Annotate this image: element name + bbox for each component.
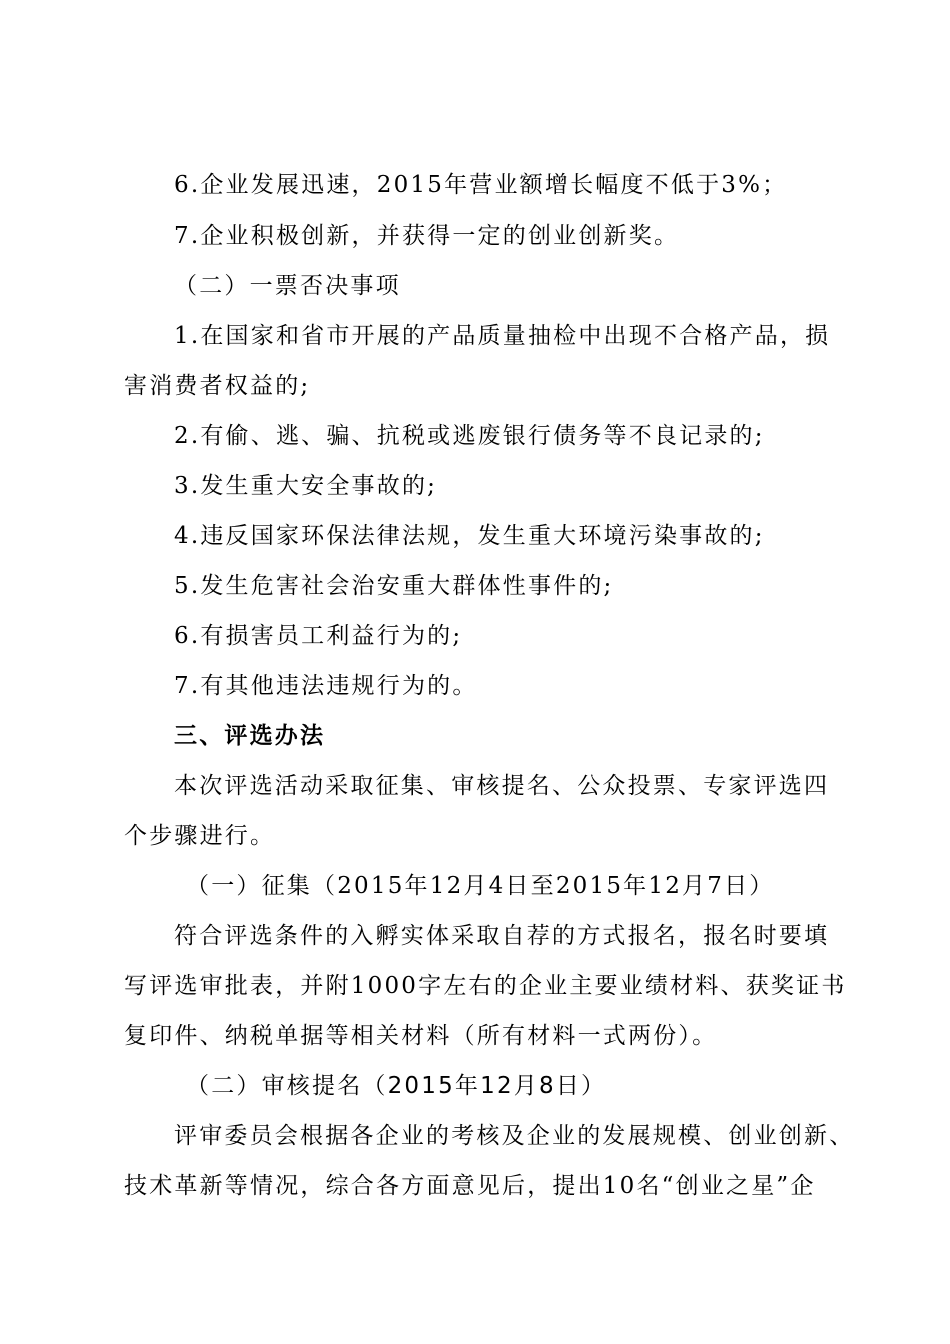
- collection-paragraph-line-3: 复印件、纳税单据等相关材料（所有材料一式两份）。: [124, 1023, 718, 1049]
- veto-item-3-text: 3.发生重大安全事故的;: [174, 473, 438, 499]
- veto-item-5-text: 5.发生危害社会治安重大群体性事件的;: [174, 573, 614, 599]
- veto-item-6-text: 6.有损害员工利益行为的;: [174, 623, 463, 649]
- veto-item-1-continuation: 害消费者权益的;: [124, 373, 311, 399]
- veto-item-2-text: 2.有偷、逃、骗、抗税或逃废银行债务等不良记录的;: [174, 423, 765, 449]
- veto-item-4-text: 4.违反国家环保法律法规，发生重大环境污染事故的;: [174, 523, 765, 549]
- review-nomination-subheading: （二）审核提名（2015年12月8日）: [186, 1073, 607, 1099]
- selection-method-paragraph: 本次评选活动采取征集、审核提名、公众投票、专家评选四: [174, 773, 830, 799]
- review-paragraph: 评审委员会根据各企业的考核及企业的发展规模、创业创新、: [174, 1123, 855, 1149]
- collection-subheading: （一）征集（2015年12月4日至2015年12月7日）: [186, 873, 775, 899]
- criterion-6-text: 6.企业发展迅速，2015年营业额增长幅度不低于3%；: [174, 172, 788, 198]
- review-paragraph-line-2: 技术革新等情况，综合各方面意见后，提出10名“创业之星”企: [124, 1173, 816, 1199]
- veto-item-1-text: 1.在国家和省市开展的产品质量抽检中出现不合格产品，损: [174, 323, 831, 349]
- selection-method-continuation: 个步骤进行。: [124, 823, 276, 849]
- veto-item-7-text: 7.有其他违法违规行为的。: [174, 673, 478, 699]
- criterion-7-text: 7.企业积极创新，并获得一定的创业创新奖。: [174, 223, 680, 249]
- veto-items-subheading: （二）一票否决事项: [174, 273, 401, 299]
- collection-paragraph-line-2: 写评选审批表，并附1000字左右的企业主要业绩材料、获奖证书: [124, 973, 847, 999]
- collection-paragraph: 符合评选条件的入孵实体采取自荐的方式报名，报名时要填: [174, 923, 830, 949]
- selection-method-heading: 三、评选办法: [174, 722, 326, 749]
